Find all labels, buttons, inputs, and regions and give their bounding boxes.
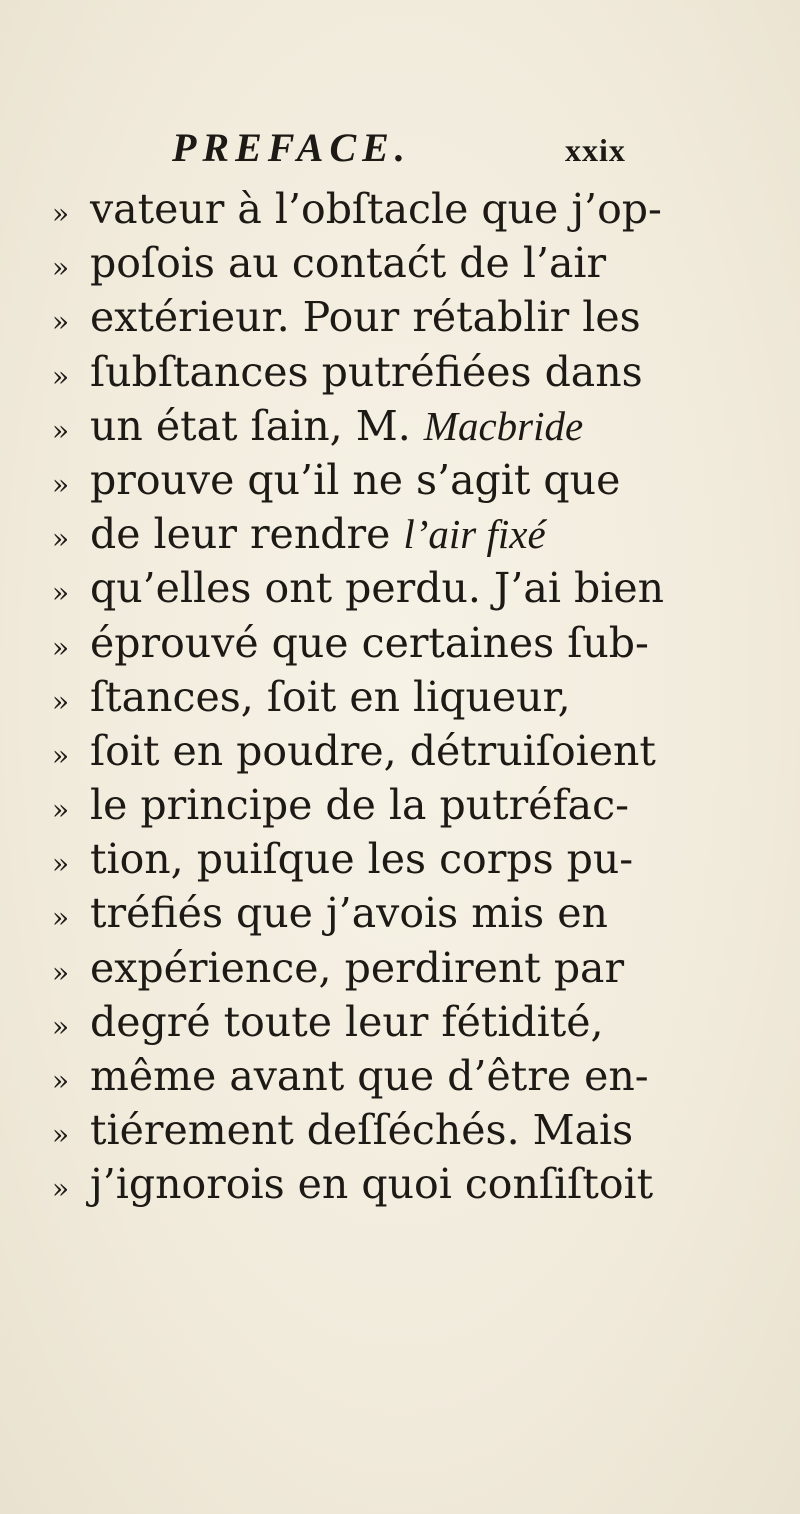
line-text-roman: tréfiés que j’avois mis en: [90, 889, 608, 938]
page-number: xxix: [565, 132, 626, 168]
line-text-roman: de leur rendre: [90, 510, 404, 559]
quotation-mark: »: [52, 1064, 70, 1097]
text-line: [52, 182, 774, 236]
quotation-mark: »: [52, 1172, 70, 1206]
line-text: [90, 399, 583, 453]
text-line: [52, 345, 774, 399]
text-line: [52, 995, 774, 1049]
line-text: [90, 886, 608, 940]
line-text-roman: expérience, perdirent par: [90, 943, 625, 992]
text-line: [52, 453, 774, 507]
text-line: [52, 507, 774, 561]
text-line: [52, 561, 774, 615]
line-text: [90, 1103, 633, 1157]
line-text: [90, 832, 633, 886]
quotation-mark: »: [52, 901, 70, 935]
line-text-roman: prouve qu’il ne s’agit que: [90, 455, 621, 504]
quotation-mark: »: [52, 576, 70, 610]
text-line: [52, 670, 774, 724]
line-text-roman: un état ſain, M.: [90, 401, 424, 450]
line-text: [90, 1157, 653, 1211]
quotation-mark: »: [52, 305, 70, 339]
line-text: [90, 778, 629, 832]
line-text-roman: ſoit en poudre, détruiſoient: [90, 726, 656, 775]
text-line: [52, 290, 774, 344]
quotation-mark: »: [52, 793, 70, 827]
quotation-mark: »: [52, 1118, 70, 1152]
line-text: [90, 236, 606, 290]
text-line: [52, 1103, 774, 1157]
line-text: [90, 724, 656, 778]
quotation-mark: »: [52, 413, 70, 447]
text-line: [52, 236, 774, 290]
line-text-roman: tion, puiſque les corps pu-: [90, 835, 634, 884]
quotation-mark: »: [52, 630, 70, 664]
quotation-mark: »: [52, 467, 70, 501]
line-text-roman: degré toute leur fétidité,: [90, 997, 604, 1046]
line-text-roman: le principe de la putréfac-: [90, 781, 629, 830]
line-text-italic: Macbride: [423, 402, 584, 449]
line-text-roman: qu’elles ont perdu. J’ai bien: [90, 564, 665, 613]
line-text-roman: ſtances, ſoit en liqueur,: [90, 672, 571, 721]
text-line: [52, 778, 774, 832]
quotation-mark: »: [52, 847, 70, 881]
text-line: [52, 1157, 774, 1211]
quotation-mark: »: [52, 684, 70, 718]
text-line: [52, 399, 774, 453]
line-text-roman: poſois au contaćt de l’air: [90, 239, 607, 288]
quotation-mark: »: [52, 1009, 70, 1043]
page-header: [172, 125, 762, 178]
quotation-mark: »: [52, 251, 70, 285]
line-text-roman: extérieur. Pour rétablir les: [90, 293, 641, 342]
text-line: [52, 724, 774, 778]
text-line: [52, 886, 774, 940]
quotation-mark: »: [52, 738, 70, 772]
line-text: [90, 941, 624, 995]
line-text: [90, 616, 649, 670]
line-text-italic: l’air fixé: [403, 511, 546, 558]
line-text-roman: tiérement deſſéchés. Mais: [90, 1106, 634, 1155]
line-text: [90, 507, 546, 561]
line-text: [90, 670, 571, 724]
quotation-mark: »: [52, 197, 70, 230]
line-text-roman: éprouvé que certaines ſub-: [90, 618, 649, 667]
quotation-mark: »: [52, 359, 70, 393]
line-text-roman: j’ignorois en quoi conſiſtoit: [90, 1160, 654, 1209]
line-text: [90, 182, 662, 236]
line-text: [90, 1049, 649, 1103]
body-text: [52, 182, 774, 1212]
line-text: [90, 995, 604, 1049]
text-line: [52, 616, 774, 670]
line-text: [90, 345, 643, 399]
line-text-roman: vateur à l’obſtacle que j’op-: [90, 185, 662, 233]
line-text-roman: ſubſtances putréfiées dans: [90, 347, 643, 396]
line-text: [90, 290, 641, 344]
running-title: PREFACE.: [172, 125, 411, 170]
text-line: [52, 832, 774, 886]
line-text: [90, 453, 620, 507]
text-line: [52, 941, 774, 995]
quotation-mark: »: [52, 955, 70, 989]
line-text: [90, 561, 664, 615]
text-line: [52, 1049, 774, 1103]
line-text-roman: même avant que d’être en-: [90, 1052, 649, 1100]
quotation-mark: »: [52, 522, 70, 556]
